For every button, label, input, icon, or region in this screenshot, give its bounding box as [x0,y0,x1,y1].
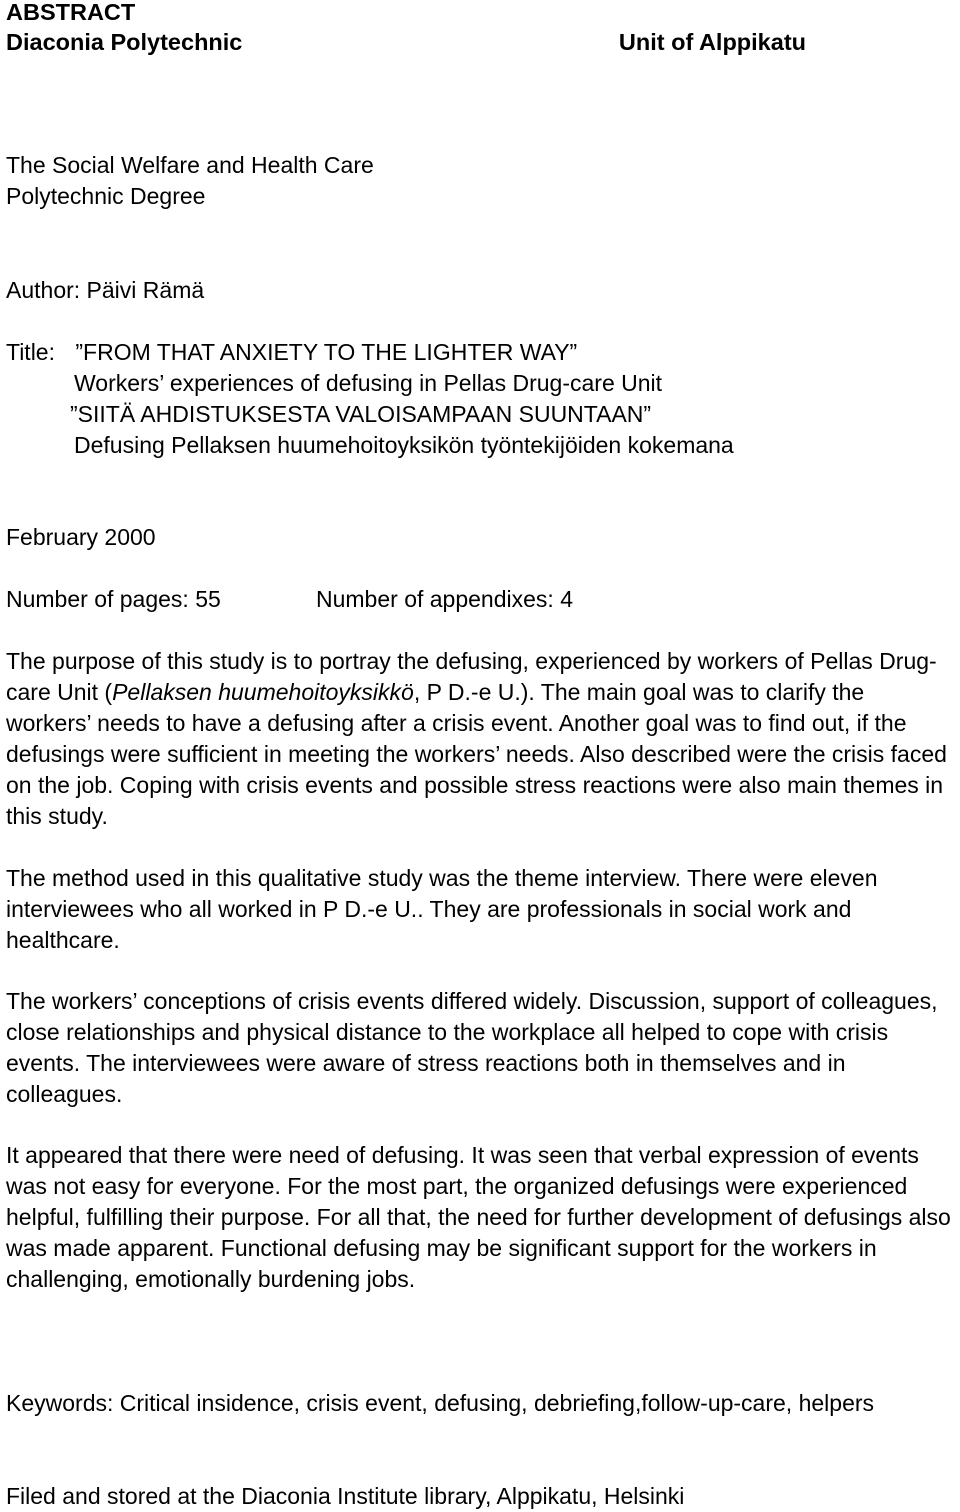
number-of-appendixes: Number of appendixes: 4 [316,586,573,612]
paragraph-purpose-text-1: The purpose of this study is to portray the defusing, experienced by workers of Pellas Drug-care Unit ( [6,648,937,705]
title-english: ”FROM THAT ANXIETY TO THE LIGHTER WAY” [75,339,578,365]
title-english-subtitle: Workers’ experiences of defusing in Pellas Drug-care Unit [74,370,663,396]
page-counts [6,584,573,615]
number-of-pages: Number of pages: 55 [6,586,221,612]
title-finnish: ”SIITÄ AHDISTUKSESTA VALOISAMPAAN SUUNTAAN” [70,401,652,427]
paragraph-results: The workers’ conceptions of crisis events differed widely. Discussion, support of colleagues, close relationships and physical distance to the workplace all helped to cope with crisis events. The interviewees were aware of stress reactions both in themselves and in colleagues. [6,988,938,1107]
date: February 2000 [6,524,156,550]
header-row [6,27,806,57]
paragraph-purpose [6,646,951,832]
title-block [6,337,956,461]
degree-line-2: Polytechnic Degree [6,183,206,209]
unit-name: Unit of Alppikatu [618,29,806,55]
paragraph-purpose-italic: Pellaksen huumehoitoyksikkö [112,679,414,705]
author: Author: Päivi Rämä [6,277,205,303]
filed-note: Filed and stored at the Diaconia Institute library, Alppikatu, Helsinki [6,1483,685,1509]
paragraph-conclusion: It appeared that there were need of defusing. It was seen that verbal expression of events was not easy for everyone. For the most part, the organized defusings were experienced helpful, fulfilling their purpose. For all that, the need for further development of defusings also was made apparent. Functional defusing may be significant support for the workers in challenging, emotionally burdening jobs. [6,1142,951,1292]
title-row-1 [6,337,956,368]
title-prefix: Title: [6,339,55,365]
degree-line-1: The Social Welfare and Health Care [6,152,374,178]
paragraph-purpose-text-2: , P D.-e U.). The main goal was to clarify the workers’ needs to have a defusing after a crisis event. Another goal was to find out, if the defusings were sufficient in meeting the workers’ needs. Also described were the crisis faced on the job. Coping with crisis events and possible stress reactions were also main themes in this study. [6,679,947,829]
school-name: Diaconia Polytechnic [6,29,243,55]
abstract-label: ABSTRACT [6,0,136,25]
paragraph-method: The method used in this qualitative study was the theme interview. There were eleven interviewees who all worked in P D.-e U.. They are professionals in social work and healthcare. [6,865,878,953]
keywords: Keywords: Critical insidence, crisis event, defusing, debriefing,follow-up-care, helpers [6,1390,875,1416]
title-finnish-subtitle: Defusing Pellaksen huumehoitoyksikön työntekijöiden kokemana [74,432,734,458]
